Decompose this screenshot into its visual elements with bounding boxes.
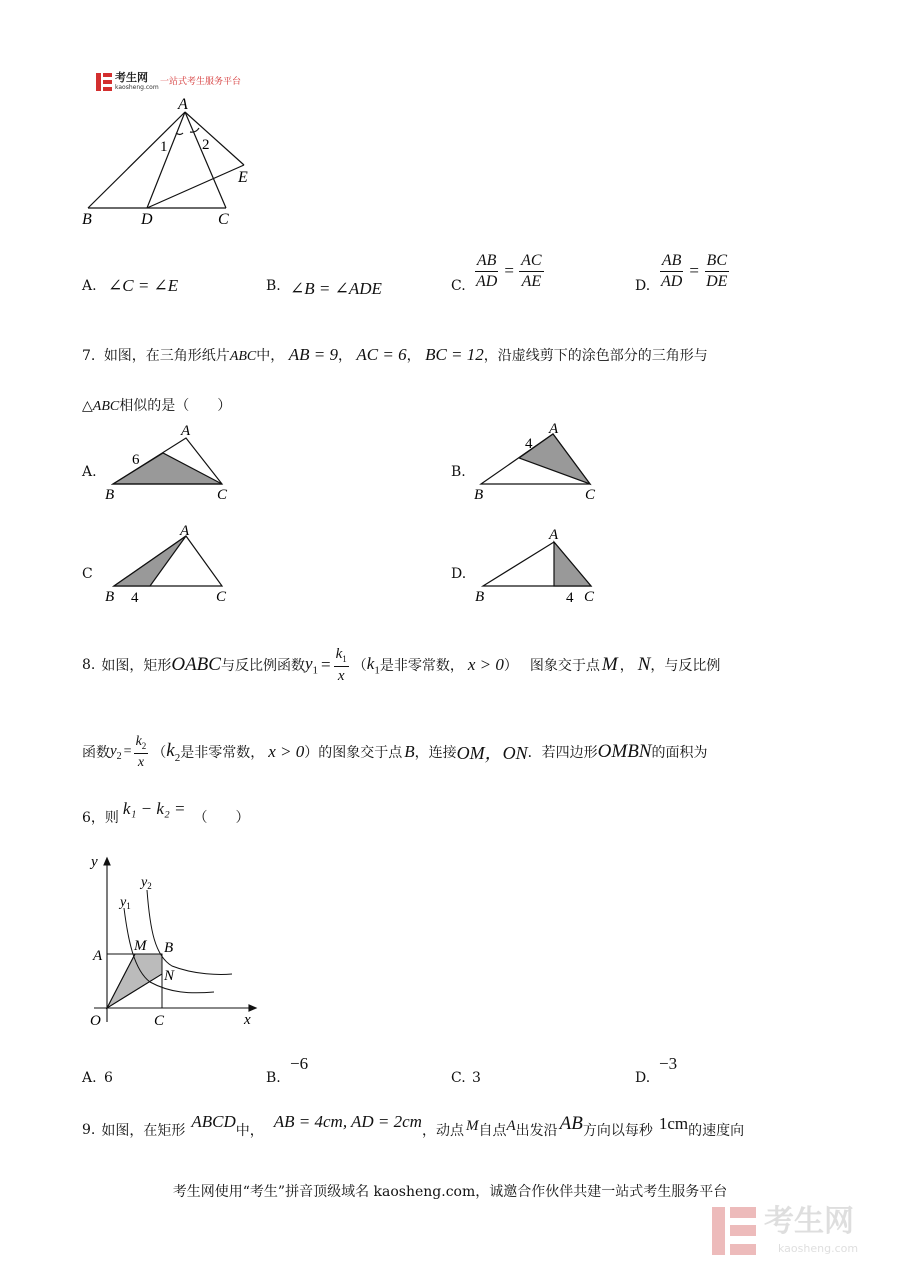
q6-line-ac — [185, 112, 226, 208]
svg-text:y1: $y_1$ — [120, 895, 131, 911]
q7-stem-line1: 7. 如图，在三角形纸片ABC中， AB = 9， AC = 6， BC = 12，沿虚线剪下的涂色部分的三角形与 — [82, 345, 708, 364]
svg-text:4: 4 — [525, 436, 533, 452]
q7-option-b-label: B. — [451, 464, 466, 480]
watermark-logo-icon — [712, 1207, 756, 1255]
svg-text:B: B — [105, 487, 115, 503]
q6-line-ab — [88, 112, 185, 208]
svg-text:B: B — [474, 487, 484, 503]
q6-option-b-expr: ∠B = ∠ADE — [290, 279, 382, 298]
q6-angle-arc-2 — [190, 128, 199, 132]
q8-option-c-label: C. — [451, 1070, 466, 1086]
logo-name: 考生网 — [115, 71, 148, 84]
q6-label-d: D — [141, 211, 153, 228]
q6-option-d-label: D. — [635, 278, 651, 294]
q8-option-d-value: −3 — [659, 1054, 678, 1073]
q7-option-d-label: D. — [451, 566, 467, 582]
svg-text:C: C — [216, 589, 227, 605]
q8-option-d-label: D. — [635, 1070, 651, 1086]
q7-option-a-figure — [100, 420, 240, 505]
svg-text:6: 6 — [132, 452, 140, 468]
logo-domain: kaosheng.com — [115, 84, 159, 91]
svg-text:B: B — [475, 589, 485, 605]
q6-label-1: 1 — [160, 139, 168, 155]
svg-text:O: O — [90, 1013, 101, 1029]
q7-option-c-figure — [100, 522, 240, 607]
q6-option-b-label: B. — [266, 278, 281, 294]
svg-text:C: C — [585, 487, 596, 503]
footer-text: 考生网使用“考生”拼音顶级域名 kaosheng.com，诚邀合作伙伴共建一站式考生服务平台 — [172, 1184, 728, 1200]
q7-stem-line2: △ABC相似的是（ ） — [82, 398, 232, 414]
watermark-name: 考生网 — [764, 1204, 854, 1239]
q6-label-a: A — [178, 96, 188, 113]
q8-stem-line2: 函数 $y_2$ = $\frac{k_2}{x}$ （ $k_2$ 是非零常数， x > 0 ）的图象交于点 B ，连接 OM，ON ．若四边形 OMBN 的面积为 — [82, 733, 708, 770]
svg-text:A: A — [93, 948, 103, 964]
svg-text:C: C — [584, 589, 595, 605]
q7-option-c-label: C — [82, 566, 93, 582]
svg-text:M: M — [134, 938, 147, 954]
svg-text:x: x — [244, 1012, 251, 1028]
svg-text:A: A — [549, 421, 559, 437]
q8-option-b-value: −6 — [290, 1054, 309, 1073]
q6-label-b: B — [82, 211, 92, 228]
svg-text:C: C — [217, 487, 228, 503]
logo-mark-icon — [96, 73, 112, 91]
svg-text:N: N — [164, 968, 175, 984]
q8-shaded-quad — [107, 954, 162, 1008]
svg-text:C: C — [154, 1013, 165, 1029]
svg-text:A: A — [181, 423, 191, 439]
svg-text:A: A — [549, 527, 559, 543]
q6-label-2: 2 — [202, 137, 210, 153]
q6-label-c: C — [218, 211, 229, 228]
q6-option-c-expr: $\frac{AB}{AD}$ = $\frac{AC}{AE}$ — [476, 252, 542, 290]
q9-stem-line1: 9. 如图，在矩形 ABCD 中， AB = 4cm, AD = 2cm ，动点 M 自点 A 出发沿 AB 方向以每秒 1cm 的速度向 — [82, 1112, 745, 1139]
q8-option-a-label: A. — [82, 1070, 97, 1086]
svg-text:A: A — [180, 523, 190, 539]
watermark-domain: kaosheng.com — [778, 1242, 859, 1255]
svg-text:B: B — [105, 589, 115, 605]
header-logo[interactable] — [96, 72, 266, 96]
q8-stem-line1: 8. 如图，矩形 OABC 与反比例函数 $y_1$ = $\frac{k_1}{x}$ （ $k_1$ 是非零常数， x > 0 ） 图象交于点 M ， N ，与反比例 — [82, 645, 721, 684]
q6-option-a-label: A. — [82, 278, 97, 294]
svg-text:y2: $y_2$ — [141, 875, 152, 891]
q6-line-ae — [185, 112, 244, 165]
svg-text:y: y — [91, 854, 98, 870]
q8-option-c-value: 3 — [472, 1070, 481, 1086]
q8-stem-line3: 6，则 k₁ − k₂ = （ ） — [82, 799, 250, 826]
q8-option-b-label: B. — [266, 1070, 281, 1086]
q6-option-d-expr: $\frac{AB}{AD}$ = $\frac{BC}{DE}$ — [661, 252, 728, 290]
q6-angle-arc-1 — [176, 133, 183, 135]
q6-option-a-expr: ∠C = ∠E — [108, 276, 179, 295]
svg-text:4: 4 — [131, 590, 139, 606]
logo-slogan: 一站式考生服务平台 — [160, 77, 242, 87]
svg-text:4: 4 — [566, 590, 574, 606]
q8-graph-figure — [80, 850, 270, 1030]
q7-option-d-figure — [470, 522, 610, 607]
q7-option-b-figure — [470, 420, 610, 505]
footer-watermark — [712, 1203, 882, 1259]
q8-option-a-value: 6 — [104, 1070, 113, 1086]
q7-option-a-label: A. — [82, 464, 97, 480]
q6-label-e: E — [238, 169, 248, 186]
q6-option-c-label: C. — [451, 278, 466, 294]
svg-text:B: B — [164, 940, 174, 956]
q6-triangle-figure — [80, 95, 270, 230]
